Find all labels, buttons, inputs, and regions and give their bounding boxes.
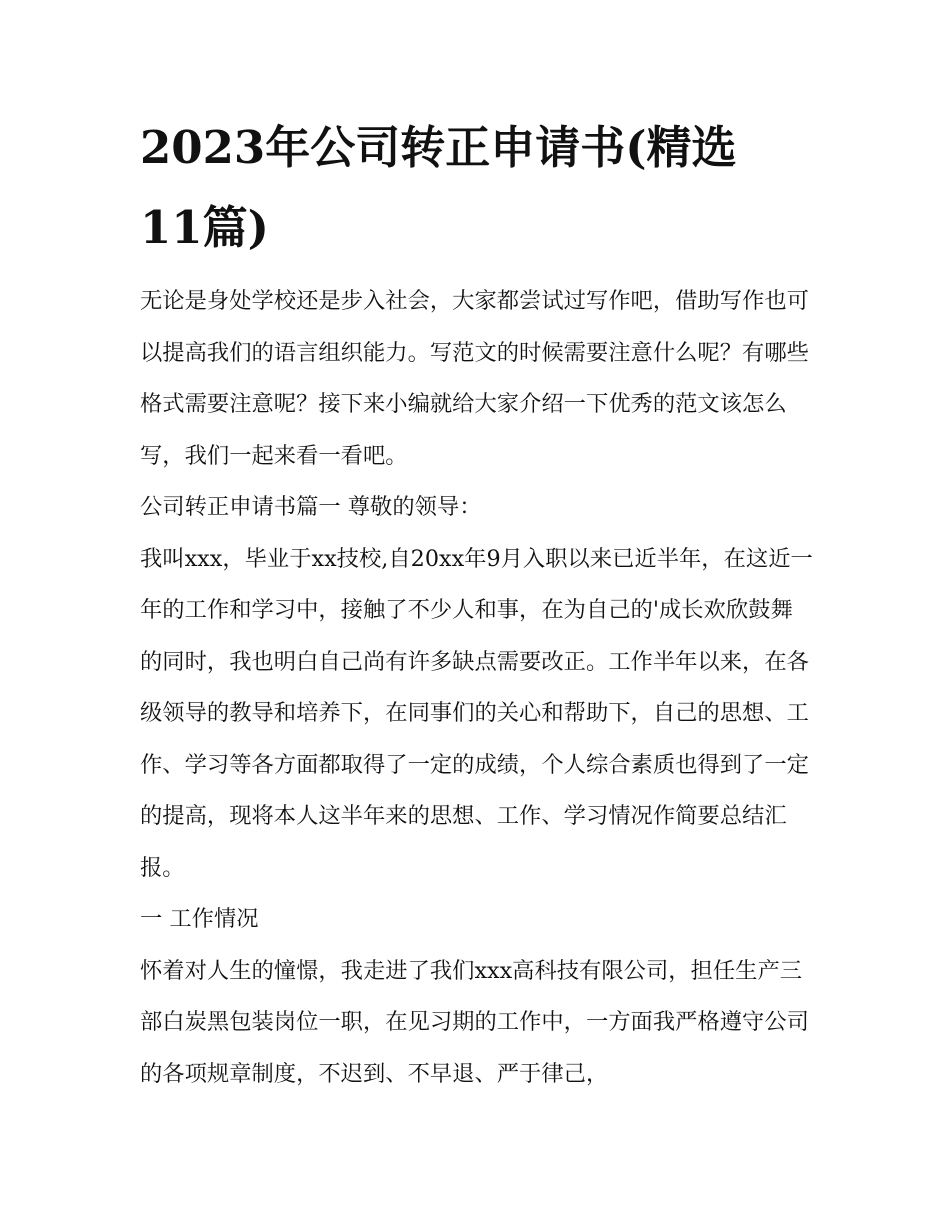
document-page	[140, 108, 814, 1100]
body-paragraph: 我叫xxx，毕业于xx技校,自20xx年9月入职以来已近半年，在这近一年的工作和学习中，接触了不少人和事，在为自己的'成长欢欣鼓舞的同时，我也明白自己尚有许多缺点需要改正。工作半年以来，在各级领导的教导和培养下，在同事们的关心和帮助下，自己的思想、工作、学习等各方面都取得了一定的成绩，个人综合素质也得到了一定的提高，现将本人这半年来的思想、工作、学习情况作简要总结汇报。	[140, 545, 813, 881]
body-paragraph-work: 怀着对人生的憧憬，我走进了我们xxx高科技有限公司，担任生产三部白炭黑包装岗位一职，在见习期的工作中，一方面我严格遵守公司的各项规章制度，不迟到、不早退、严于律己，	[140, 957, 809, 1087]
section-heading-salutation: 公司转正申请书篇一 尊敬的领导：	[140, 494, 482, 520]
intro-paragraph: 无论是身处学校还是步入社会，大家都尝试过写作吧，借助写作也可以提高我们的语言组织能力。写范文的时候需要注意什么呢？有哪些格式需要注意呢？接下来小编就给大家介绍一下优秀的范文该怎么写，我们一起来看一看吧。	[140, 288, 809, 469]
title-line-1: 2023年公司转正申请书(精选	[140, 121, 737, 174]
document-title	[140, 108, 814, 268]
title-line-2: 11篇)	[140, 201, 269, 254]
section-heading-work: 一 工作情况	[140, 906, 259, 932]
